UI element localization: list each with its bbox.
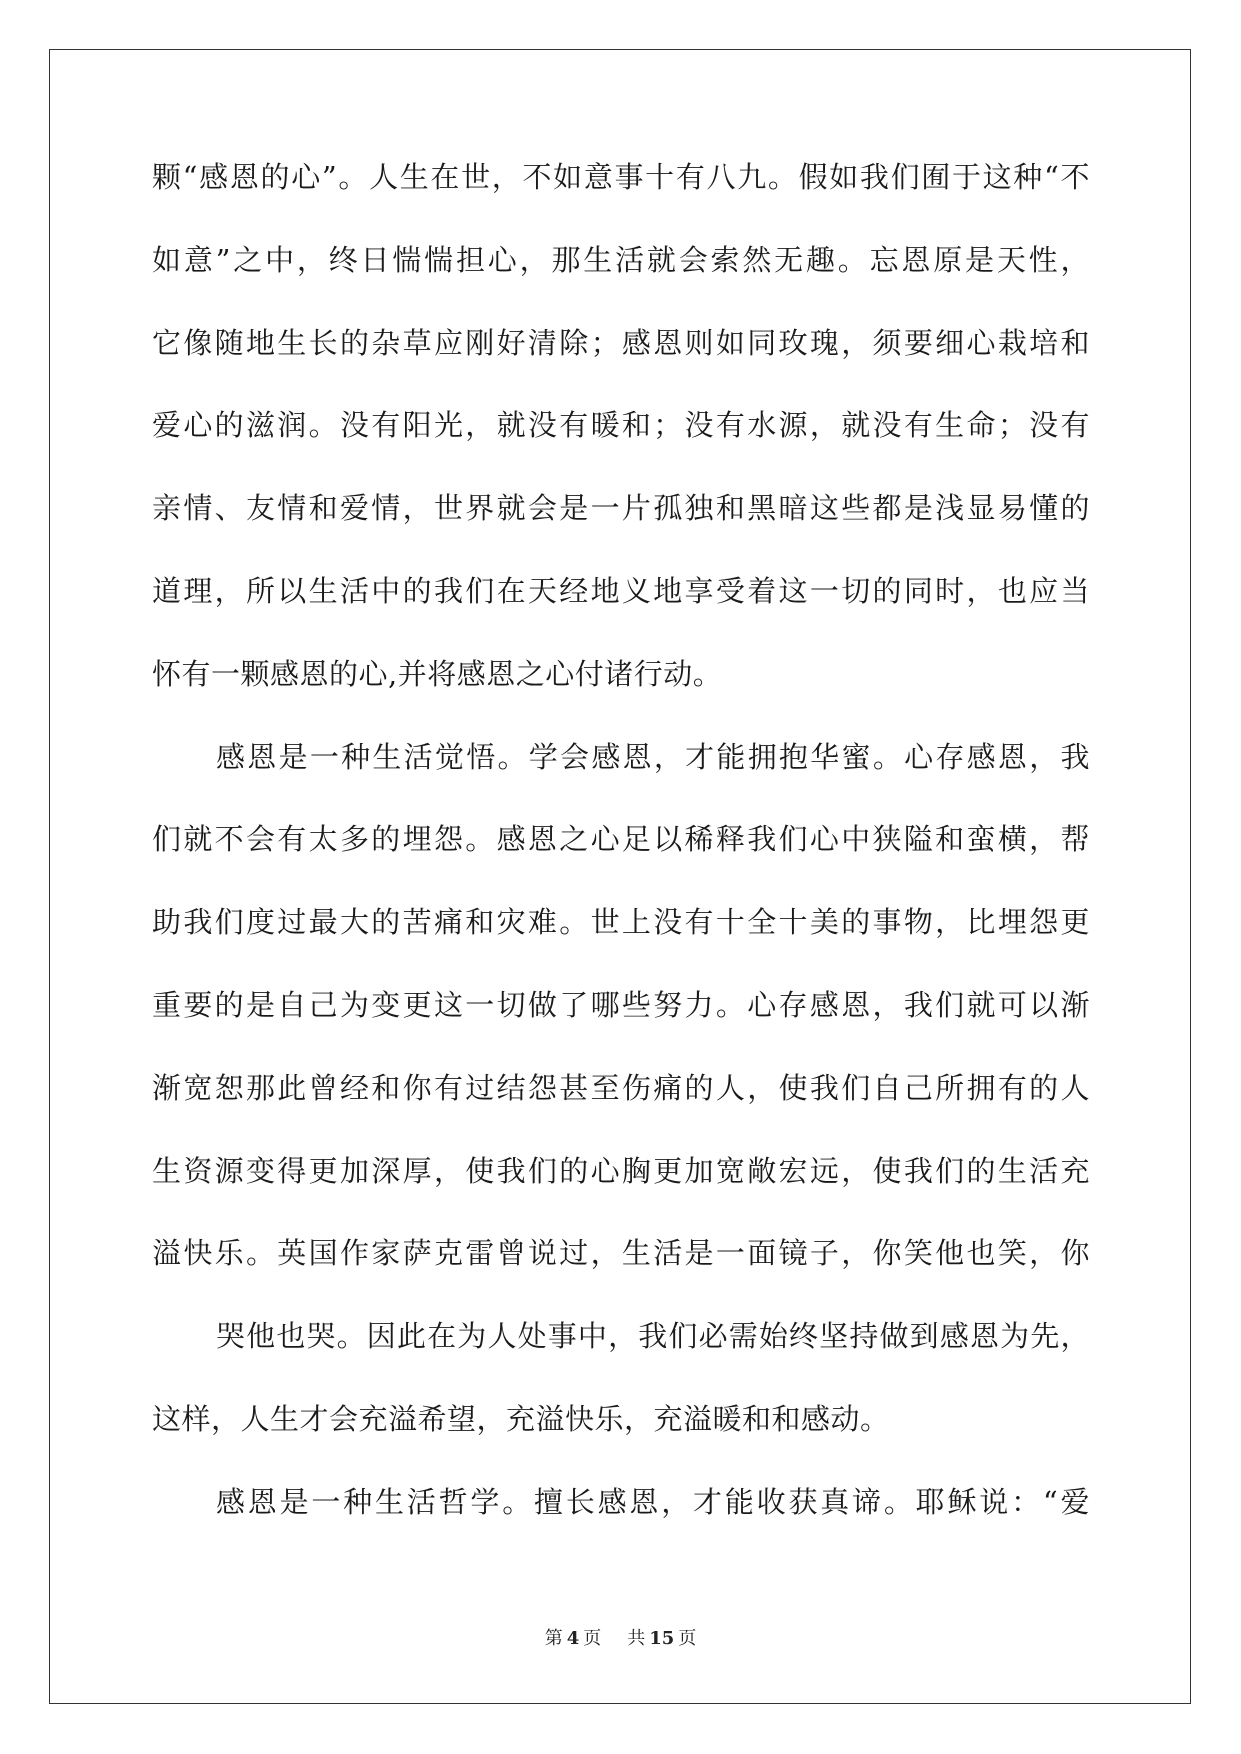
text-line: 助我们度过最大的苦痛和灾难。世上没有十全十美的事物，比埋怨更 (152, 905, 1090, 940)
footer-page-suffix: 页 (583, 1628, 602, 1649)
document-body (152, 160, 1090, 1571)
text-line: 爱心的滋润。没有阳光，就没有暖和；没有水源，就没有生命；没有 (152, 408, 1090, 443)
footer-total-suffix: 页 (678, 1628, 697, 1649)
text-line: 重要的是自己为变更这一切做了哪些努力。心存感恩，我们就可以渐 (152, 987, 1090, 1022)
text-line: 们就不会有太多的埋怨。感恩之心足以稀释我们心中狭隘和蛮横，帮 (152, 822, 1090, 857)
text-line: 颗“感恩的心”。人生在世，不如意事十有八九。假如我们囿于这种“不 (152, 160, 1090, 194)
footer-total-prefix: 共 (627, 1628, 646, 1649)
text-line: 如意”之中，终日惴惴担心，那生活就会索然无趣。忘恩原是天性， (152, 242, 1090, 277)
text-line: 感恩是一种生活觉悟。学会感恩，才能拥抱华蜜。心存感恩，我 (216, 739, 1090, 774)
text-line: 溢快乐。英国作家萨克雷曾说过，生活是一面镜子，你笑他也笑，你 (152, 1236, 1090, 1271)
footer-page-number: 4 (566, 1628, 580, 1649)
text-line: 渐宽恕那此曾经和你有过结怨甚至伤痛的人，使我们自己所拥有的人 (152, 1070, 1090, 1105)
page-footer (0, 1624, 1241, 1650)
text-line: 哭他也哭。因此在为人处事中，我们必需始终坚持做到感恩为先， (216, 1319, 1090, 1354)
text-line: 道理，所以生活中的我们在天经地义地享受着这一切的同时，也应当 (152, 573, 1090, 608)
text-line: 生资源变得更加深厚，使我们的心胸更加宽敞宏远，使我们的生活充 (152, 1153, 1090, 1188)
text-line: 亲情、友情和爱情，世界就会是一片孤独和黑暗这些都是浅显易懂的 (152, 491, 1090, 526)
footer-prefix: 第 (544, 1628, 563, 1649)
text-line: 感恩是一种生活哲学。擅长感恩，才能收获真谛。耶稣说：“爱 (216, 1484, 1090, 1519)
text-line: 怀有一颗感恩的心,并将感恩之心付诸行动。 (152, 656, 723, 691)
footer-total-pages: 15 (649, 1628, 675, 1649)
text-line: 这样，人生才会充溢希望，充溢快乐，充溢暖和和感动。 (152, 1401, 890, 1436)
text-line: 它像随地生长的杂草应刚好清除；感恩则如同玫瑰，须要细心栽培和 (152, 325, 1090, 360)
